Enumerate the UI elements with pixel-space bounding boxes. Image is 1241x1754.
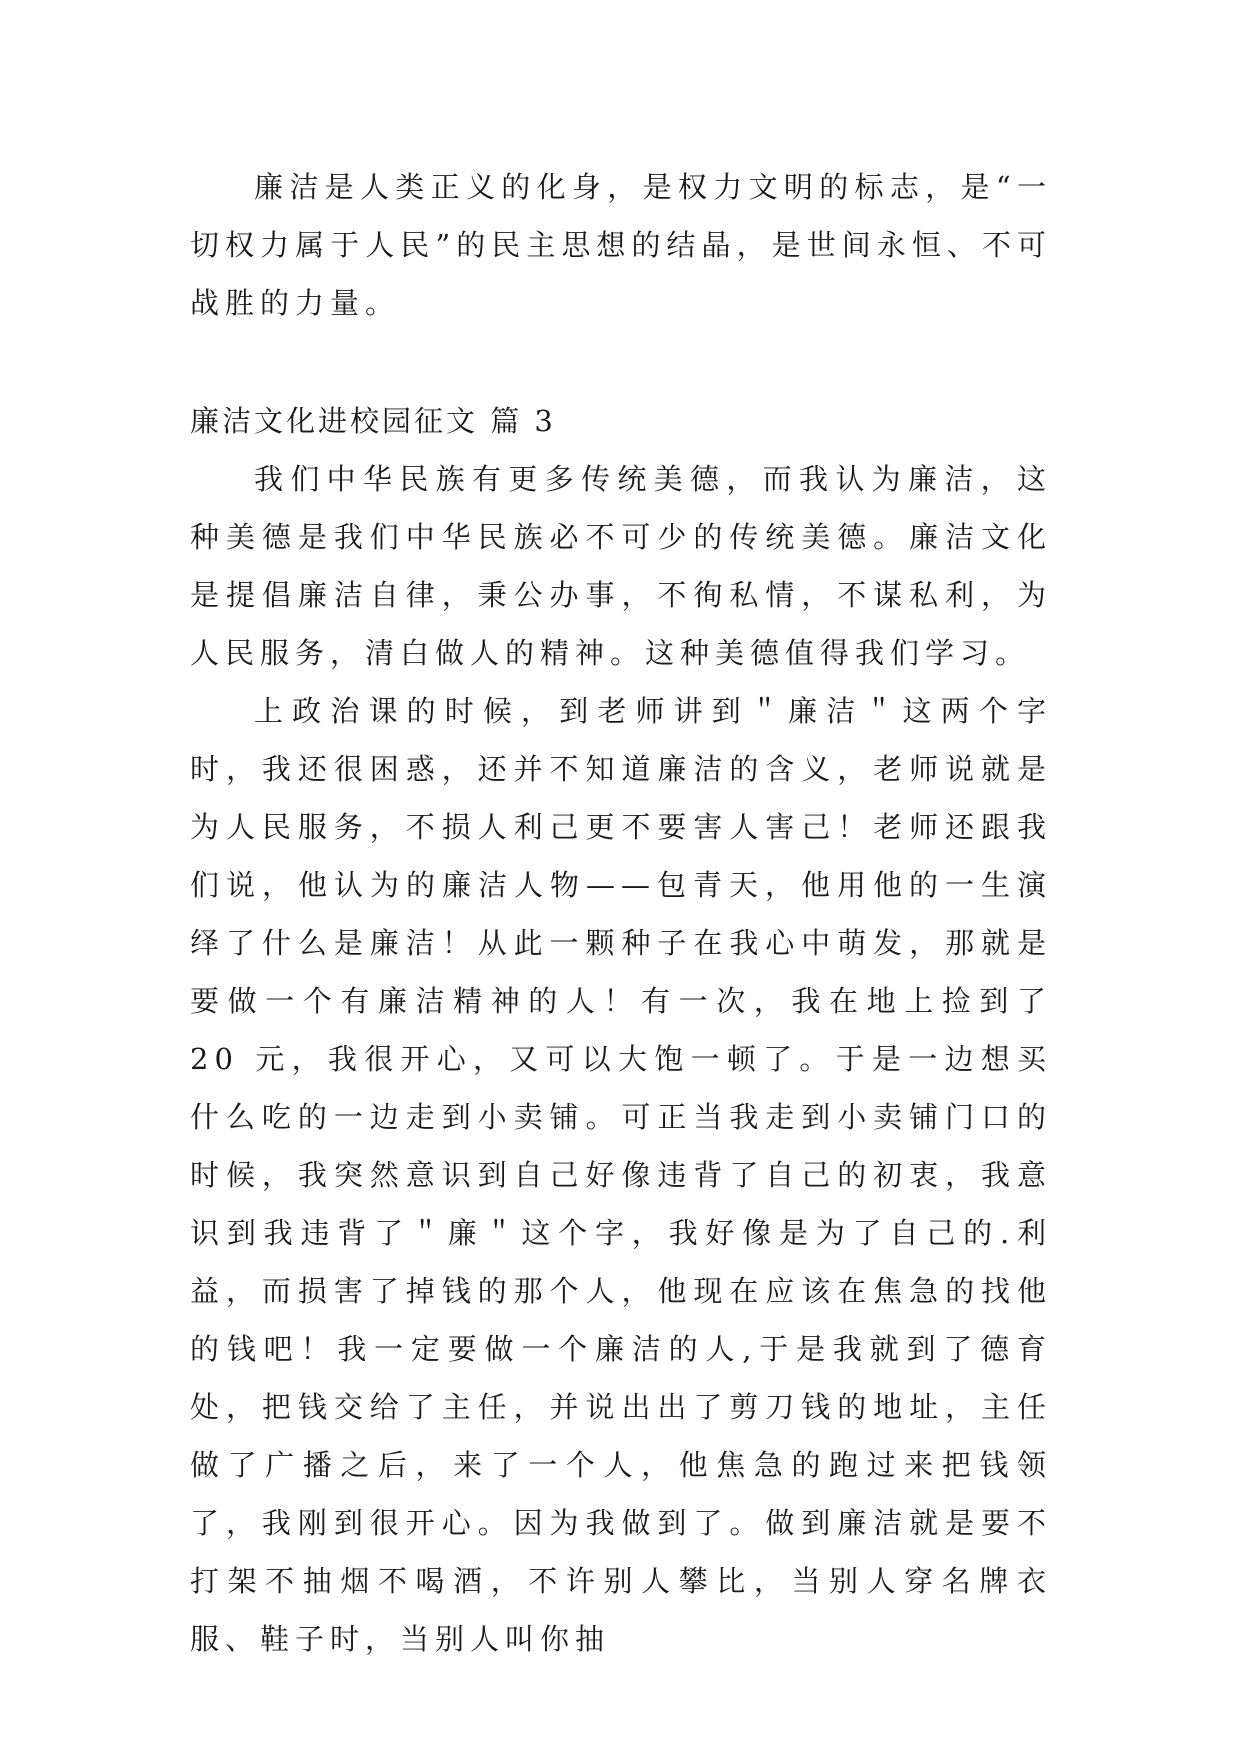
body-paragraph: 我们中华民族有更多传统美德，而我认为廉洁，这种美德是我们中华民族必不可少的传统美德。廉洁文化是提倡廉洁自律，秉公办事，不徇私情，不谋私利，为人民服务，清白做人的精神。这种美德值得我们学习。 bbox=[190, 462, 1052, 670]
essay-section bbox=[190, 392, 1052, 1668]
intro-section bbox=[190, 158, 1052, 332]
section-title: 廉洁文化进校园征文 篇 3 bbox=[190, 404, 556, 438]
body-paragraph: 上政治课的时候，到老师讲到＂廉洁＂这两个字时，我还很困惑，还并不知道廉洁的含义，老师说就是为人民服务，不损人利己更不要害人害己！老师还跟我们说，他认为的廉洁人物——包青天，他用他的一生演绎了什么是廉洁！从此一颗种子在我心中萌发，那就是要做一个有廉洁精神的人！有一次，我在地上捡到了 20 元，我很开心，又可以大饱一顿了。于是一边想买什么吃的一边走到小卖铺。可正当我走到小卖铺门口的时候，我突然意识到自己好像违背了自己的初衷，我意识到我违背了＂廉＂这个字，我好像是为了自己的.利益，而损害了掉钱的那个人，他现在应该在焦急的找他的钱吧！我一定要做一个廉洁的人,于是我就到了德育处，把钱交给了主任，并说出出了剪刀钱的地址，主任做了广播之后，来了一个人，他焦急的跑过来把钱领了，我刚到很开心。因为我做到了。做到廉洁就是要不打架不抽烟不喝酒，不许别人攀比，当别人穿名牌衣服、鞋子时，当别人叫你抽 bbox=[190, 694, 1052, 1656]
intro-paragraph: 廉洁是人类正义的化身，是权力文明的标志，是“一切权力属于人民”的民主思想的结晶，是世间永恒、不可战胜的力量。 bbox=[190, 170, 1052, 320]
